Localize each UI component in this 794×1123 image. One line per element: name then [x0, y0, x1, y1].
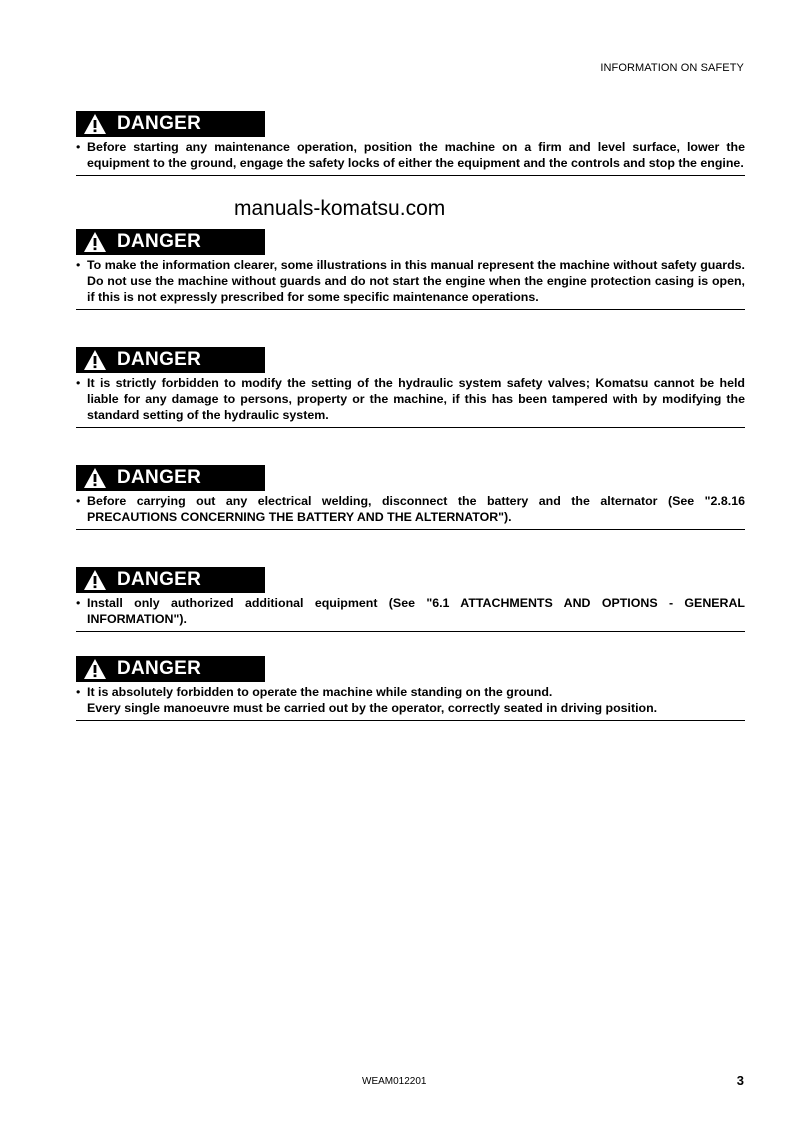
divider	[76, 720, 745, 721]
danger-badge	[76, 465, 265, 491]
bullet-icon: •	[76, 376, 81, 390]
divider	[76, 631, 745, 632]
warning-text	[76, 139, 745, 171]
warning-text	[76, 257, 745, 305]
warning-line: Before starting any maintenance operation, position the machine on a firm and level surface, lower the equipment to the ground, engage the safety locks of either the equipment and the controls and stop the engine.	[87, 140, 745, 170]
bullet-icon: •	[76, 140, 81, 154]
document-code: WEAM012201	[362, 1076, 427, 1087]
danger-block-6	[76, 656, 745, 721]
warning-triangle-icon	[83, 658, 107, 680]
warning-triangle-icon	[83, 349, 107, 371]
divider	[76, 529, 745, 530]
warning-text	[76, 493, 745, 525]
warning-line: It is strictly forbidden to modify the setting of the hydraulic system safety valves; Komatsu cannot be held liable for any damage to persons, property or the machine, if this has been tampered with by modifying the standard setting of the hydraulic system.	[87, 376, 745, 422]
bullet-icon: •	[76, 596, 81, 610]
danger-label: DANGER	[117, 467, 202, 488]
danger-badge	[76, 347, 265, 373]
warning-triangle-icon	[83, 569, 107, 591]
divider	[76, 309, 745, 310]
danger-block-2	[76, 229, 745, 310]
divider	[76, 427, 745, 428]
danger-badge	[76, 567, 265, 593]
danger-label: DANGER	[117, 231, 202, 252]
warning-text	[76, 684, 745, 716]
watermark-text: manuals-komatsu.com	[234, 197, 446, 220]
warning-line: It is absolutely forbidden to operate the machine while standing on the ground.	[87, 685, 553, 699]
danger-badge	[76, 656, 265, 682]
danger-block-1	[76, 111, 745, 176]
danger-label: DANGER	[117, 658, 202, 679]
divider	[76, 175, 745, 176]
warning-line: Install only authorized additional equipment (See "6.1 ATTACHMENTS AND OPTIONS - GENERAL INFORMATION").	[87, 596, 745, 626]
danger-block-3	[76, 347, 745, 428]
section-title: INFORMATION ON SAFETY	[600, 62, 744, 74]
page-number: 3	[736, 1073, 744, 1088]
warning-line: To make the information clearer, some illustrations in this manual represent the machine without safety guards. Do not use the machine without guards and do not start the engine when the engine protection casing is open, if this is not expressly prescribed for some specific maintenance operations.	[87, 258, 745, 304]
danger-label: DANGER	[117, 349, 202, 370]
warning-line: Before carrying out any electrical welding, disconnect the battery and the alternator (See "2.8.16 PRECAUTIONS CONCERNING THE BATTERY AND THE ALTERNATOR").	[87, 494, 745, 524]
danger-label: DANGER	[117, 113, 202, 134]
warning-triangle-icon	[83, 113, 107, 135]
warning-line: Every single manoeuvre must be carried out by the operator, correctly seated in driving position.	[87, 701, 658, 715]
danger-label: DANGER	[117, 569, 202, 590]
danger-block-5	[76, 567, 745, 632]
danger-block-4	[76, 465, 745, 530]
warning-triangle-icon	[83, 231, 107, 253]
danger-badge	[76, 111, 265, 137]
bullet-icon: •	[76, 258, 81, 272]
warning-text	[76, 375, 745, 423]
danger-badge	[76, 229, 265, 255]
bullet-icon: •	[76, 494, 81, 508]
warning-triangle-icon	[83, 467, 107, 489]
bullet-icon: •	[76, 685, 81, 699]
warning-text	[76, 595, 745, 627]
